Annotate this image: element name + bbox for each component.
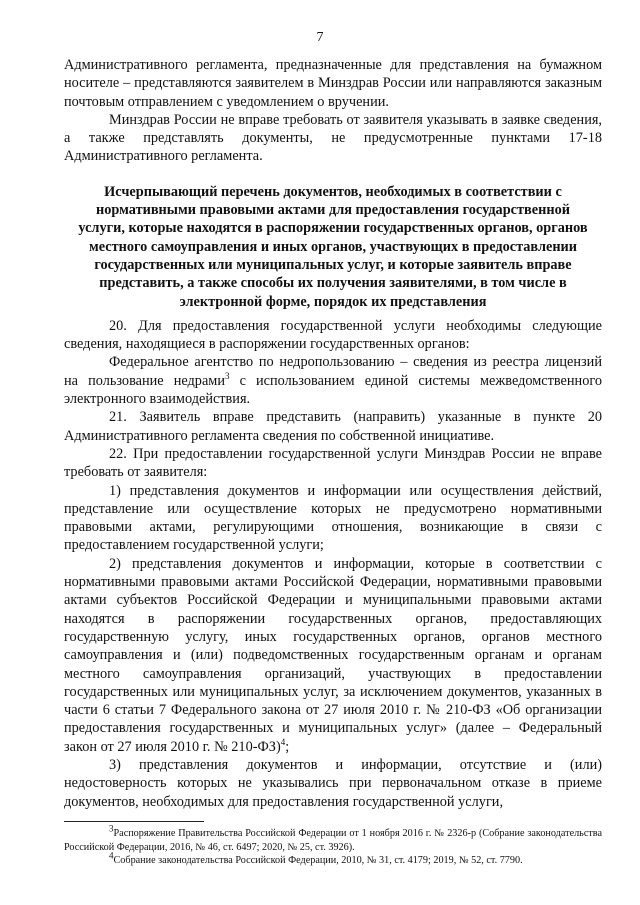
- page-number: 7: [316, 30, 324, 45]
- text: с использованием единой системы межведомственного электронного взаимодействия.: [64, 372, 603, 408]
- text: ;: [285, 738, 290, 755]
- footnote-text: Распоряжение Правительства Российской Федерации от 1 ноября 2016 г. № 2326-р (Собрание законодательства Российской Федерации, 2016, № 46, ст. 6497; 2020, № 25, ст. 3926).: [64, 828, 602, 853]
- footnote-text: Собрание законодательства Российской Федерации, 2010, № 31, ст. 4179; 2019, № 52, ст. 7790.: [113, 855, 523, 866]
- footnote-ref: 4: [280, 736, 286, 747]
- paragraph-20-agency: [64, 353, 602, 408]
- text: Федеральное агентство по недропользованию – сведения из реестра лицензий на пользование недрами: [64, 354, 602, 389]
- footnote-number: 4: [109, 850, 114, 861]
- document-body: [64, 56, 602, 811]
- list-item-1: 1) представления документов и информации или осуществления действий, представление или осуществление которых не предусмотрено нормативными правовыми актами, регулирующими отношения, возникающие в связи с предоставлением государственной услуги;: [64, 482, 602, 554]
- section-heading: Исчерпывающий перечень документов, необходимых в соответствии с нормативными правовыми актами для предоставления государственной услуги, которые находятся в распоряжении государственных органов, органов местного самоуправления и иных органов, участвующих в предоставлении государственных или муниципальных услуг, и которые заявитель вправе представить, а также способы их получения заявителями, в том числе в электронной форме, порядок их представления: [78, 183, 588, 310]
- text: 2) представления документов и информации, которые в соответствии с нормативными правовыми актами Российской Федерации, нормативными правовыми актами субъектов Российской Федерации и муниципальными правовыми актами находятся в распоряжении государственных органов, предоставляющих государственную услугу, иных государственных органов, органов местного самоуправления и (или) подведомственных государственным органам и органам местного самоуправления организаций, участвующих в предоставлении государственных или муниципальных услуг, за исключением документов, указанных в части 6 статьи 7 Федерального закона от 27 июля 2010 г. № 210-ФЗ «Об организации предоставления государственных и муниципальных услуг» (далее – Федеральный закон от 27 июля 2010 г. № 210-ФЗ): [64, 555, 602, 755]
- paragraph: Минздрав России не вправе требовать от заявителя указывать в заявке сведения, а также представлять документы, не предусмотренные пунктами 17-18 Административного регламента.: [64, 111, 602, 165]
- paragraph-22: 22. При предоставлении государственной услуги Минздрав России не вправе требовать от заявителя:: [64, 445, 602, 481]
- paragraph-21: 21. Заявитель вправе представить (направить) указанные в пункте 20 Административного регламента сведения по собственной инициативе.: [64, 409, 602, 444]
- paragraph-20: 20. Для предоставления государственной услуги необходимы следующие сведения, находящиеся в распоряжении государственных органов:: [64, 317, 602, 353]
- footnote: [64, 823, 602, 854]
- footnote-divider: [64, 821, 204, 822]
- footnote-number: 3: [109, 823, 114, 834]
- list-item-2: [64, 555, 602, 756]
- footnote: [64, 850, 602, 868]
- footnotes: [64, 823, 602, 868]
- footnote-ref: 3: [225, 370, 230, 381]
- paragraph: Административного регламента, предназначенные для представления на бумажном носителе – представляются заявителем в Минздрав России или направляются заказным почтовым отправлением с уведомлением о вручении.: [64, 57, 602, 110]
- list-item-3: 3) представления документов и информации, отсутствие и (или) недостоверность которых не указывались при первоначальном отказе в приеме документов, необходимых для предоставления государственной услуги,: [64, 756, 602, 810]
